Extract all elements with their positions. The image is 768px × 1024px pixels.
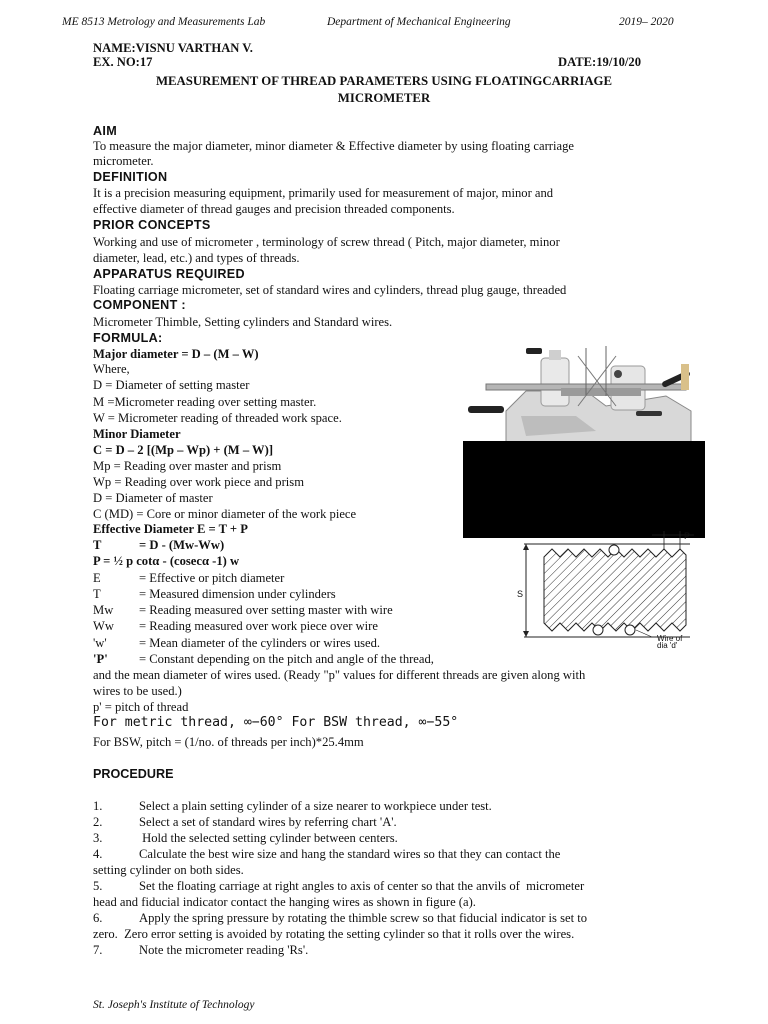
header-department: Department of Mechanical Engineering (327, 16, 511, 28)
step-4-num: 4. (93, 847, 103, 861)
procedure-heading: PROCEDURE (93, 767, 174, 781)
thread-diagram (514, 527, 696, 649)
def-t-val: = Measured dimension under cylinders (139, 587, 336, 601)
step-2-text: Select a set of standard wires by referring chart 'A'. (139, 815, 397, 829)
step-3-text: Hold the selected setting cylinder between centers. (139, 831, 398, 845)
header-year: 2019– 2020 (619, 16, 674, 28)
micrometer-photo (466, 336, 703, 443)
def-mw-key: Mw (93, 603, 114, 617)
def-w-key: 'w' (93, 636, 107, 650)
step-7-text: Note the micrometer reading 'Rs'. (139, 943, 309, 957)
major-line-3: M =Micrometer reading over setting master. (93, 395, 317, 409)
step-6-text-1: Apply the spring pressure by rotating the thimble screw so that fiducial indicator is set to (139, 911, 588, 925)
aim-text-2: micrometer. (93, 154, 154, 168)
footer-institute: St. Joseph's Institute of Technology (93, 999, 255, 1011)
formula-heading: FORMULA: (93, 331, 163, 345)
def-p-key: 'P' (93, 652, 108, 666)
def-p-val: = Constant depending on the pitch and angle of the thread, (139, 652, 434, 666)
black-image-block (463, 441, 705, 538)
exercise-number: EX. NO:17 (93, 55, 153, 69)
def-t-key: T (93, 587, 101, 601)
step-6-num: 6. (93, 911, 103, 925)
def-e-key: E (93, 571, 101, 585)
date: DATE:19/10/20 (558, 55, 642, 69)
s-label: S (517, 589, 524, 599)
wire-label-1: Wire of (657, 634, 683, 643)
step-4-text-1: Calculate the best wire size and hang the standard wires so that they can contact the (139, 847, 561, 861)
tail-line-2: wires to be used.) (93, 684, 182, 698)
minor-line-2: Wp = Reading over work piece and prism (93, 475, 304, 489)
prior-concepts-text-2: diameter, lead, etc.) and types of threads. (93, 251, 300, 265)
step-6-text-2: zero. Zero error setting is avoided by rotating the setting cylinder so that it rolls over the wires. (93, 927, 575, 941)
step-4-text-2: setting cylinder on both sides. (93, 863, 244, 877)
major-line-2: D = Diameter of setting master (93, 378, 250, 392)
thread-wire-figure (514, 527, 696, 649)
step-7-num: 7. (93, 943, 103, 957)
definition-text-2: effective diameter of thread gauges and precision threaded components. (93, 202, 455, 216)
apparatus-heading: APPARATUS REQUIRED (93, 267, 245, 281)
component-text: Micrometer Thimble, Setting cylinders and Standard wires. (93, 315, 393, 329)
step-1-text: Select a plain setting cylinder of a size nearer to workpiece under test. (139, 799, 492, 813)
major-line-1: Where, (93, 362, 130, 376)
prior-concepts-heading: PRIOR CONCEPTS (93, 218, 211, 232)
tail-line-1: and the mean diameter of wires used. (Ready "p" values for different threads are given along with (93, 668, 586, 682)
minor-line-3: D = Diameter of master (93, 491, 213, 505)
metric-thread-angles: For metric thread, ∞−60° For BSW thread, ∞−55° (93, 715, 459, 730)
step-2-num: 2. (93, 815, 103, 829)
page-title-line1: MEASUREMENT OF THREAD PARAMETERS USING FLOATINGCARRIAGE (155, 74, 613, 88)
step-1-num: 1. (93, 799, 103, 813)
step-5-text-1: Set the floating carriage at right angles to axis of center so that the anvils of micrometer (139, 879, 585, 893)
effective-diameter-heading: Effective Diameter E = T + P (93, 522, 248, 536)
minor-line-4: C (MD) = Core or minor diameter of the work piece (93, 507, 357, 521)
aim-heading: AIM (93, 124, 117, 138)
bsw-pitch: For BSW, pitch = (1/no. of threads per inch)*25.4mm (93, 735, 364, 749)
page-title-line2: MICROMETER (337, 91, 431, 105)
wire-label-2: dia 'd' (657, 641, 678, 649)
t-formula: = D - (Mw-Ww) (139, 538, 225, 552)
def-w-val: = Mean diameter of the cylinders or wires used. (139, 636, 381, 650)
major-diameter-formula: Major diameter = D – (M – W) (93, 347, 259, 361)
header-course: ME 8513 Metrology and Measurements Lab (62, 16, 266, 28)
minor-diameter-formula: C = D – 2 [(Mp – Wp) + (M – W)] (93, 443, 274, 457)
def-ww-val: = Reading measured over work piece over wire (139, 619, 378, 633)
def-e-val: = Effective or pitch diameter (139, 571, 285, 585)
aim-text-1: To measure the major diameter, minor diameter & Effective diameter by using floating carriage (93, 139, 574, 153)
def-ww-key: Ww (93, 619, 114, 633)
definition-heading: DEFINITION (93, 170, 168, 184)
t-symbol: T (93, 538, 102, 552)
component-heading: COMPONENT : (93, 298, 186, 312)
p-label: P (684, 531, 691, 541)
major-line-4: W = Micrometer reading of threaded work space. (93, 411, 342, 425)
step-5-num: 5. (93, 879, 103, 893)
minor-diameter-heading: Minor Diameter (93, 427, 181, 441)
definition-text-1: It is a precision measuring equipment, primarily used for measurement of major, minor and (93, 186, 554, 200)
student-name: NAME:VISNU VARTHAN V. (93, 41, 253, 55)
tail-line-3: p' = pitch of thread (93, 700, 189, 714)
minor-line-1: Mp = Reading over master and prism (93, 459, 282, 473)
def-mw-val: = Reading measured over setting master with wire (139, 603, 393, 617)
micrometer-illustration (466, 336, 703, 443)
apparatus-text: Floating carriage micrometer, set of standard wires and cylinders, thread plug gauge, threaded (93, 283, 567, 297)
prior-concepts-text-1: Working and use of micrometer , terminology of screw thread ( Pitch, major diameter, minor (93, 235, 560, 249)
step-3-num: 3. (93, 831, 103, 845)
step-5-text-2: head and fiducial indicator contact the hanging wires as shown in figure (a). (93, 895, 476, 909)
p-formula: P = ½ p cotα - (cosecα -1) w (93, 554, 240, 568)
